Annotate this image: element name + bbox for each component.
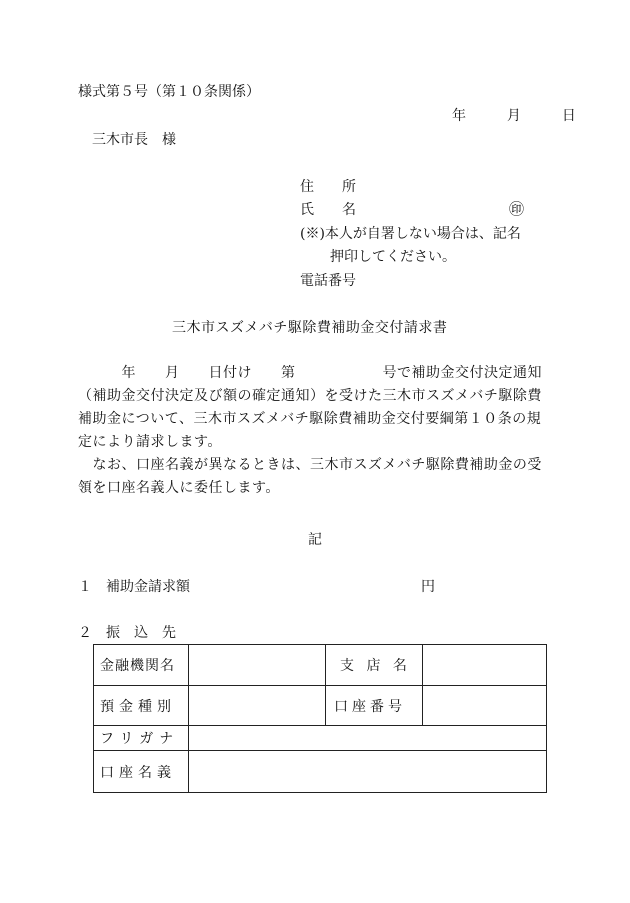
account-number-field[interactable] (423, 686, 547, 726)
form-number: 様式第５号（第１０条関係） (78, 84, 260, 100)
date-day-label: 日 (561, 108, 576, 124)
phone-label: 電話番号 (300, 273, 356, 289)
account-holder-label: 口座名義 (94, 751, 189, 793)
seal-mark-icon: ㊞ (509, 200, 525, 218)
item2-number: ２ (78, 625, 92, 641)
ki-heading: 記 (308, 532, 322, 548)
document-title: 三木市スズメバチ駆除費補助金交付請求書 (172, 320, 448, 336)
bank-account-table (93, 644, 547, 793)
address-label: 住 所 (300, 179, 356, 195)
transfer-destination-label: 振 込 先 (106, 625, 176, 641)
furigana-field[interactable] (189, 726, 547, 751)
deposit-type-field[interactable] (189, 686, 326, 726)
table-row (94, 686, 547, 726)
table-row (94, 645, 547, 686)
branch-name-label: 支 店 名 (326, 645, 423, 686)
body-paragraph: なお、口座名義が異なるときは、三木市スズメバチ駆除費補助金の受領を口座名義人に委任します。 (78, 457, 542, 496)
item1-number: １ (78, 579, 92, 595)
claim-amount-label: 補助金請求額 (106, 579, 190, 595)
deposit-type-label: 預金種別 (94, 686, 189, 726)
self-sign-note-continued: 押印してください。 (330, 249, 456, 265)
addressee: 三木市長 様 (92, 132, 176, 148)
date-line (452, 107, 576, 125)
yen-unit: 円 (421, 579, 435, 595)
furigana-label: フリガナ (94, 726, 189, 751)
account-number-label: 口座番号 (326, 686, 423, 726)
body-paragraph: 年 月 日付け 第 号で補助金交付決定通知（補助金交付決定及び額の確定通知）を受けた三木市スズメバチ駆除費補助金について、三木市スズメバチ駆除費補助金交付要綱第１０条の規定により請求します。 (78, 365, 542, 450)
bank-name-label: 金融機関名 (94, 645, 189, 686)
self-sign-note: (※)本人が自署しない場合は、記名 (300, 226, 521, 242)
branch-name-field[interactable] (423, 645, 547, 686)
table-row (94, 726, 547, 751)
date-month-label: 月 (506, 108, 521, 124)
account-holder-field[interactable] (189, 751, 547, 793)
bank-name-field[interactable] (189, 645, 326, 686)
request-body (78, 362, 554, 500)
table-row (94, 751, 547, 793)
name-label: 氏 名 (300, 202, 356, 218)
date-year-label: 年 (452, 108, 466, 124)
